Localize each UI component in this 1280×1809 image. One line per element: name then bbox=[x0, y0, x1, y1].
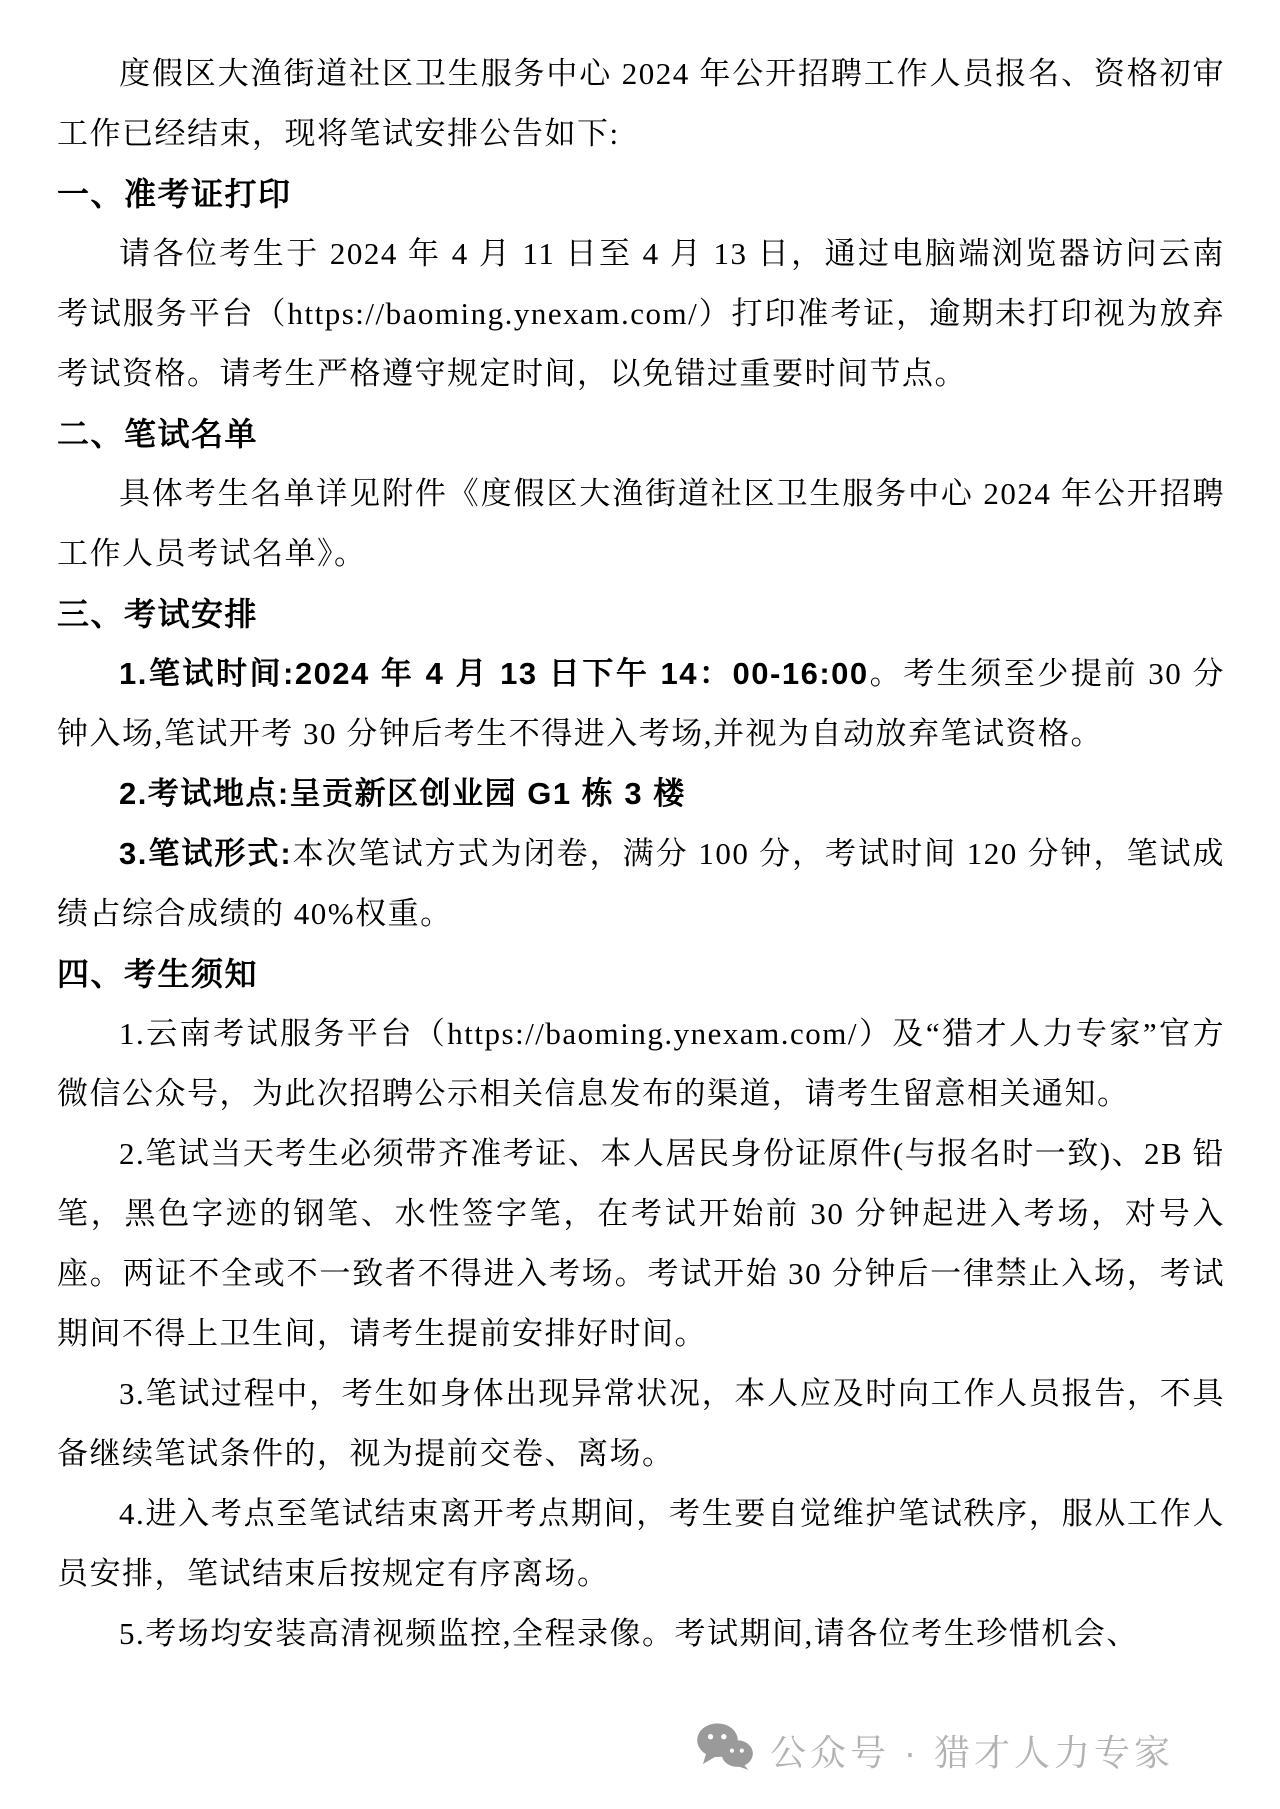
notice-4-paragraph: 4.进入考点至笔试结束离开考点期间，考生要自觉维护笔试秩序，服从工作人员安排，笔试结束后按规定有序离场。 bbox=[57, 1496, 1225, 1591]
section-1-paragraph: 请各位考生于 2024 年 4 月 11 日至 4 月 13 日，通过电脑端浏览器访问云南考试服务平台（https://baoming.ynexam.com/）打印准考证，逾期未打印视为放弃考试资格。请考生严格遵守规定时间，以免错过重要时间节点。 bbox=[57, 236, 1225, 391]
notice-3-paragraph: 3.笔试过程中，考生如身体出现异常状况，本人应及时向工作人员报告，不具备继续笔试条件的，视为提前交卷、离场。 bbox=[57, 1376, 1225, 1471]
intro-paragraph: 度假区大渔街道社区卫生服务中心 2024 年公开招聘工作人员报名、资格初审工作已经结束，现将笔试安排公告如下: bbox=[57, 56, 1225, 151]
notice-5-paragraph: 5.考场均安装高清视频监控,全程录像。考试期间,请各位考生珍惜机会、 bbox=[119, 1616, 1139, 1651]
wechat-watermark bbox=[696, 1722, 1174, 1779]
exam-time-text: 。考生须至少提前 30 分钟入场,笔试开考 30 分钟后考生不得进入考场,并视为自动放弃笔试资格。 bbox=[57, 656, 1225, 751]
exam-time-label: 1.笔试时间:2024 年 4 月 13 日下午 14：00-16:00 bbox=[119, 656, 869, 691]
notice-2-paragraph: 2.笔试当天考生必须带齐准考证、本人居民身份证原件(与报名时一致)、2B 铅笔，黑色字迹的钢笔、水性签字笔，在考试开始前 30 分钟起进入考场，对号入座。两证不全或不一致者不得进入考场。考试开始 30 分钟后一律禁止入场，考试期间不得上卫生间，请考生提前安排好时间。 bbox=[57, 1136, 1225, 1351]
wechat-icon bbox=[696, 1722, 754, 1779]
section-1-heading: 一、准考证打印 bbox=[57, 176, 292, 212]
watermark-text: 公众号 · 猎才人力专家 bbox=[770, 1732, 1174, 1773]
notice-1-paragraph: 1.云南考试服务平台（https://baoming.ynexam.com/）及“猎才人力专家”官方微信公众号，为此次招聘公示相关信息发布的渠道，请考生留意相关通知。 bbox=[57, 1016, 1225, 1111]
section-3-heading: 三、考试安排 bbox=[57, 596, 259, 632]
exam-time-paragraph bbox=[57, 644, 1225, 764]
exam-format-label: 3.笔试形式: bbox=[119, 836, 293, 871]
exam-format-text: 本次笔试方式为闭卷，满分 100 分，考试时间 120 分钟，笔试成绩占综合成绩的 40%权重。 bbox=[57, 836, 1225, 931]
section-2-paragraph: 具体考生名单详见附件《度假区大渔街道社区卫生服务中心 2024 年公开招聘工作人员考试名单》。 bbox=[57, 476, 1225, 571]
section-4-heading: 四、考生须知 bbox=[57, 956, 259, 992]
exam-location-label: 2.考试地点:呈贡新区创业园 G1 栋 3 楼 bbox=[119, 776, 686, 811]
section-2-heading: 二、笔试名单 bbox=[57, 416, 259, 452]
exam-format-paragraph bbox=[57, 824, 1225, 944]
exam-location-paragraph bbox=[57, 764, 1225, 824]
